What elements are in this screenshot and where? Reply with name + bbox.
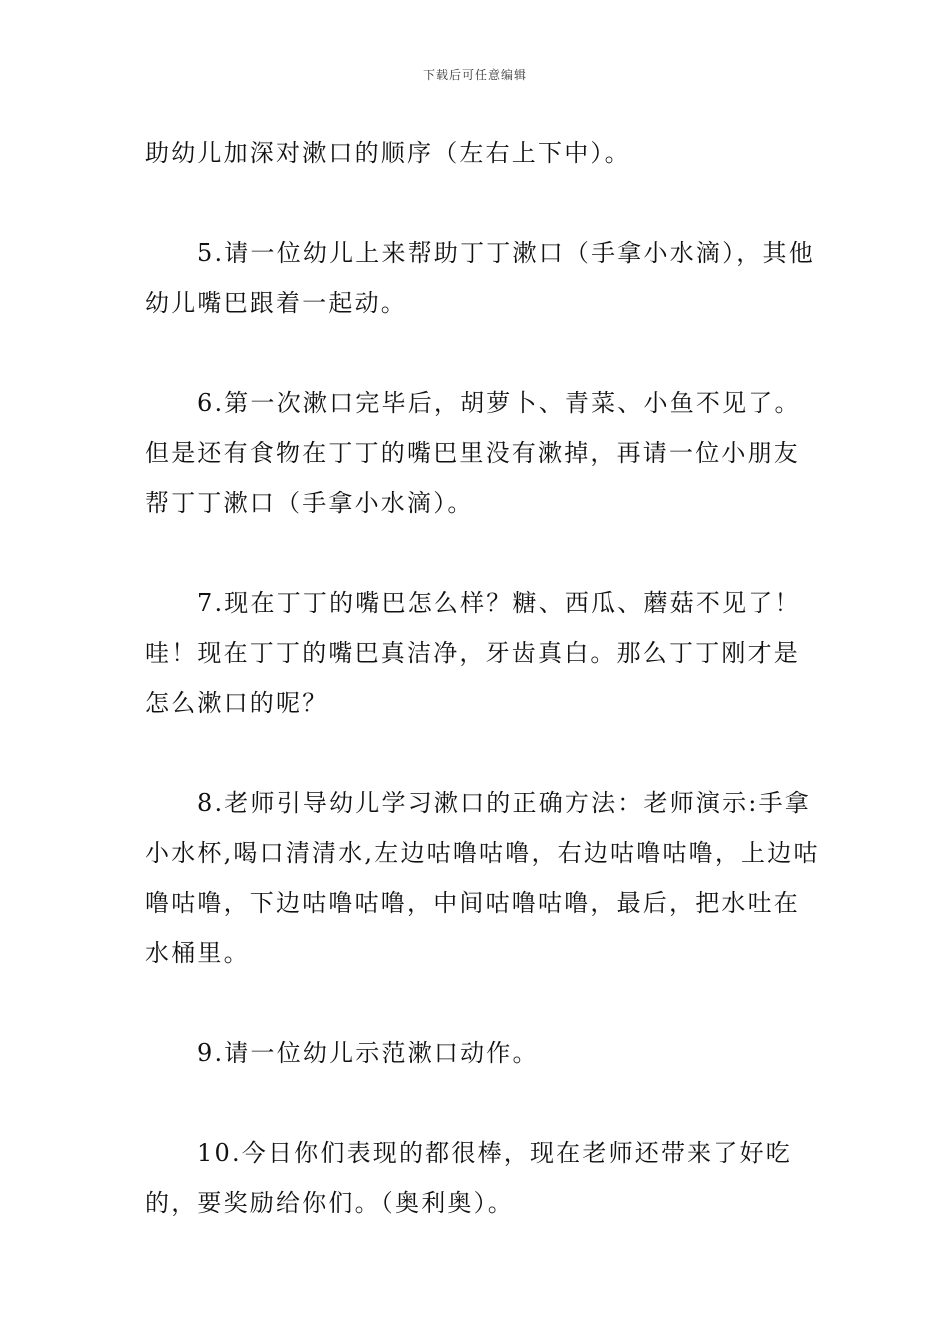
paragraph-step-6: 6.第一次漱口完毕后，胡萝卜、青菜、小鱼不见了。但是还有食物在丁丁的嘴巴里没有漱掉，再请一位小朋友帮丁丁漱口（手拿小水滴）。: [145, 389, 801, 517]
paragraph-step-8: 8.老师引导幼儿学习漱口的正确方法：老师演示:手拿小水杯,喝口清清水,左边咕噜咕噜，右边咕噜咕噜，上边咕噜咕噜，下边咕噜咕噜，中间咕噜咕噜，最后，把水吐在水桶里。: [145, 789, 820, 967]
document-body: [145, 128, 825, 1278]
paragraph-step-7: 7.现在丁丁的嘴巴怎么样？糖、西瓜、蘑菇不见了！哇！现在丁丁的嘴巴真洁净，牙齿真白。那么丁丁刚才是怎么漱口的呢？: [145, 589, 801, 717]
paragraph-step-5: 5.请一位幼儿上来帮助丁丁漱口（手拿小水滴），其他幼儿嘴巴跟着一起动。: [145, 239, 815, 317]
header-note: 下载后可任意编辑: [422, 68, 527, 82]
paragraph-step-9: 9.请一位幼儿示范漱口动作。: [197, 1039, 539, 1067]
paragraph-continuation: 助幼儿加深对漱口的顺序（左右上下中）。: [145, 139, 631, 167]
paragraph-step-10: 10.今日你们表现的都很棒，现在老师还带来了好吃的，要奖励给你们。（奥利奥）。: [145, 1139, 792, 1217]
